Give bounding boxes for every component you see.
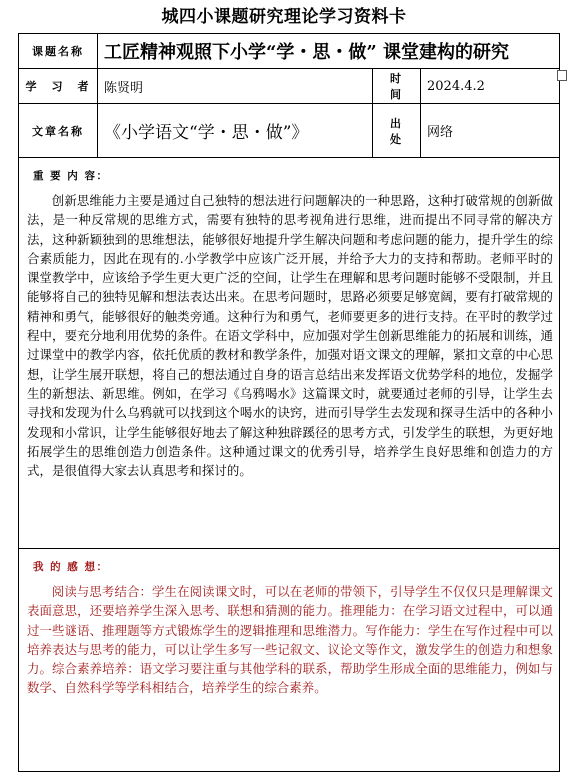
- time-value: 2024.4.2: [421, 69, 560, 104]
- article-row: [19, 104, 560, 158]
- study-card-table: [18, 33, 560, 772]
- learner-value: 陈贤明: [98, 69, 373, 104]
- source-value: 网络: [421, 104, 560, 158]
- feeling-heading: 我 的 感 想：: [33, 561, 109, 573]
- time-label: 时 间: [373, 69, 421, 104]
- feeling-text: 阅读与思考结合：学生在阅读课文时，可以在老师的带领下，引导学生不仅仅只是理解课文表面意思，还要培养学生深入思考、联想和猜测的能力。推理能力：在学习语文过程中，可以通过一些谜语、推理题等方式锻炼学生的逻辑推理和思维潜力。写作能力：学生在写作过程中可以培养表达与思考的能力，可以让学生多写一些记叙文、议论文等作文，激发学生的创造力和想象力。综合素养培养：语文学习要注重与其他学科的联系，帮助学生形成全面的思维能力，例如与数学、自然科学等学科相结合，培养学生的综合素养。: [27, 584, 554, 696]
- content-heading: 重 要 内 容：: [33, 170, 109, 182]
- table-resize-handle-icon[interactable]: [557, 70, 567, 81]
- source-label: 出 处: [373, 104, 421, 158]
- article-value: 《小学语文“学・思・做”》: [98, 104, 373, 158]
- topic-value: 工匠精神观照下小学“学・思・做” 课堂建构的研究: [98, 34, 560, 69]
- content-row: [19, 158, 560, 549]
- learner-row: [19, 69, 560, 104]
- article-label: 文章名称: [19, 104, 98, 158]
- feeling-section: [19, 549, 560, 772]
- page-title: 城四小课题研究理论学习资料卡: [161, 7, 407, 27]
- topic-label: 课题名称: [19, 34, 98, 69]
- learner-label: 学 习 者: [19, 69, 98, 104]
- content-text: 创新思维能力主要是通过自己独特的想法进行问题解决的一种思路，这种打破常规的创新做法，是一种反常规的思维方式，需要有独特的思考视角进行思维，进而提出不同寻常的解决方法，这种新颖独到的思维想法，能够很好地提升学生解决问题和考虑问题的能力，提升学生的综合素质能力，因此在现有的.小学教学中应该广泛开展，并给予大力的支持和帮助。老师平时的课堂教学中，应该给予学生更大更广泛的空间，让学生在理解和思考问题时能够不受限制，并且能够将自己的独特见解和想法表达出来。在思考问题时，思路必须要足够宽阔，要有打破常规的精神和勇气，能够很好的触类旁通。这种行为和勇气，老师要更多的进行支持。在平时的教学过程中，要充分地利用优势的条件。在语文学科中，应加强对学生创新思维能力的拓展和训练，通过课堂中的教学内容，依托优质的教材和教学条件，加强对语文课文的理解，紧扣文章的中心思想，让学生展开联想，将自己的想法通过自身的语言总结出来发挥语文优势学科的地位，发掘学生的新想法、新思维。例如，在学习《乌鸦喝水》这篇课文时，就要通过老师的引导，让学生去寻找和发现为什么乌鸦就可以找到这个喝水的诀窍，进而引导学生去发现和探寻生活中的各种小发现和小常识，让学生能够很好地去了解这种独辟蹊径的思考方式，引发学生的联想，为更好地拓展学生的思维创造力创造条件。这种通过课文的优秀引导，培养学生良好思维和创造力的方式，是很值得大家去认真思考和探讨的。: [27, 193, 554, 479]
- topic-row: [19, 34, 560, 69]
- feeling-row: [19, 549, 560, 772]
- content-section: [19, 158, 560, 549]
